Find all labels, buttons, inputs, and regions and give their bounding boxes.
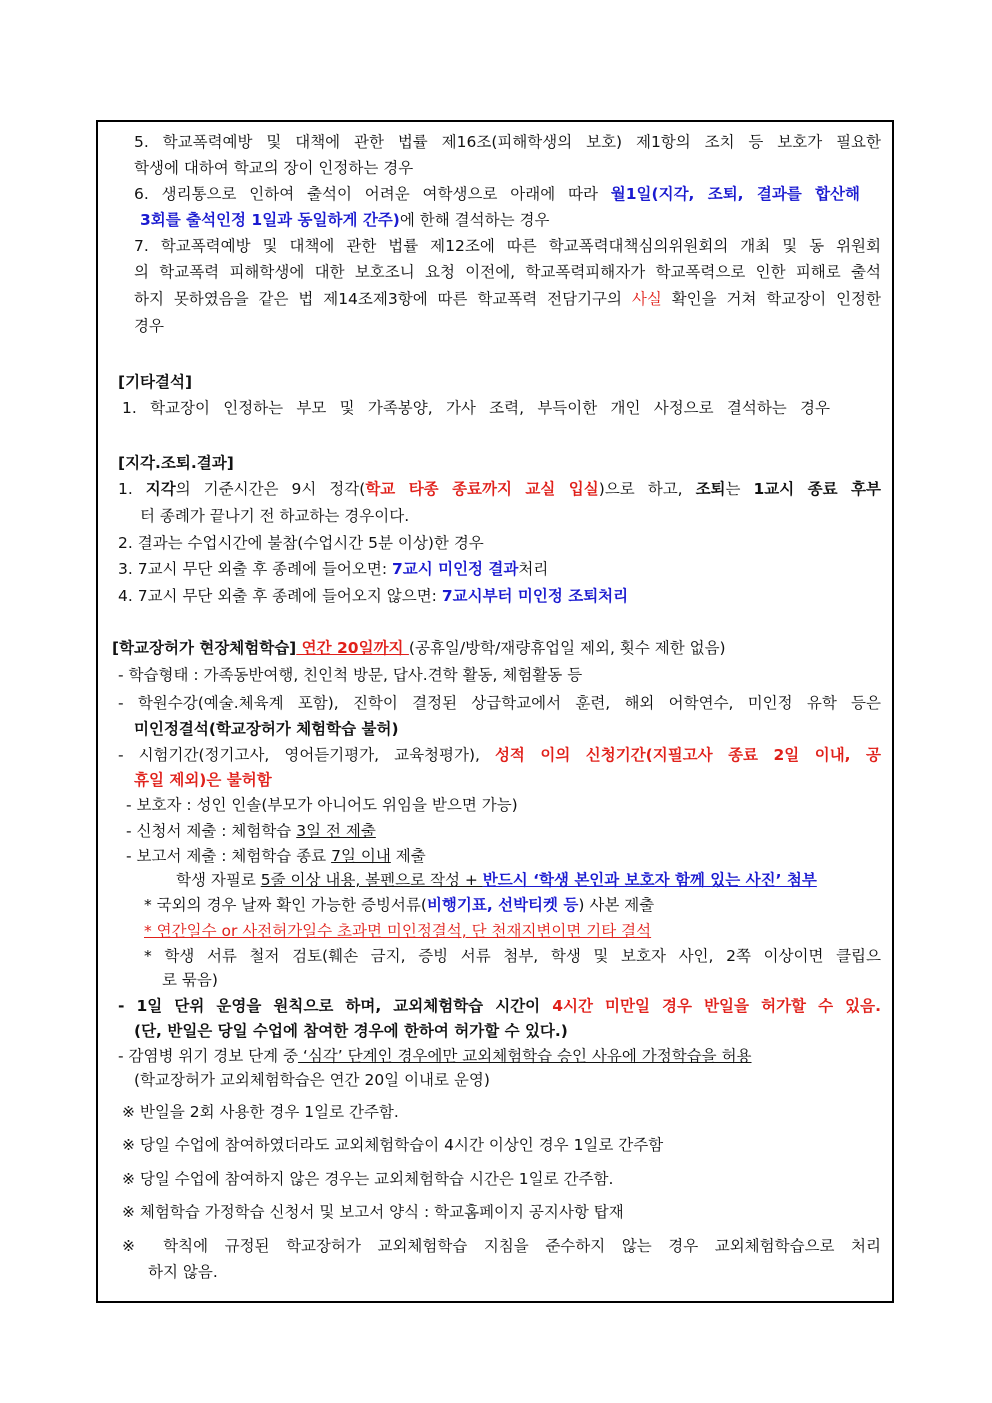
field-bullet-halfday-line-1: - 1일 단위 운영을 원칙으로 하며, 교외체험학습 시간이 4시간 미만일 경우 반일을 허가할 수 있음. [118, 997, 881, 1015]
item-7-line-4: 경우 [134, 317, 164, 335]
other-absence-item-1: 1. 학교장이 인정하는 부모 및 가족봉양, 가사 조력, 부득이한 개인 사정으로 결석하는 경우 [122, 399, 830, 417]
late-item-4: 4. 7교시 무단 외출 후 종례에 들어오지 않으면: 7교시부터 미인정 조퇴처리 [118, 587, 629, 605]
item-6-line-2: 3회를 출석인정 1일과 동일하게 간주)에 한해 결석하는 경우 [140, 211, 550, 229]
field-bullet-epidemic-line-1: - 감염병 위기 경보 단계 중 ‘심각’ 단계인 경우에만 교외체험학습 승인 사유에 가정학습을 허용 [118, 1047, 752, 1065]
late-item-1-line-2: 터 종례가 끝나기 전 하교하는 경우이다. [140, 507, 410, 525]
late-item-3: 3. 7교시 무단 외출 후 종례에 들어오면: 7교시 미인정 결과처리 [118, 560, 549, 578]
field-bullet-epidemic-line-2: (학교장허가 교외체험학습은 연간 20일 이내로 운영) [134, 1071, 490, 1089]
late-item-2: 2. 결과는 수업시간에 불참(수업시간 5분 이상)한 경우 [118, 534, 484, 552]
late-item-1-line-1: 1. 지각의 기준시간은 9시 정각(학교 타종 종료까지 교실 입실)으로 하고, 조퇴는 1교시 종료 후부 [118, 480, 881, 498]
remark-3: ※ 당일 수업에 참여하지 않은 경우는 교외체험학습 시간은 1일로 간주함. [122, 1170, 614, 1188]
other-absence-header: [기타결석] [118, 373, 193, 391]
field-bullet-academy-line-2: 미인정결석(학교장허가 체험학습 불허) [134, 720, 399, 738]
item-5-line-2: 학생에 대하여 학교의 장이 인정하는 경우 [134, 159, 414, 177]
remark-5-line-2: 하지 않음. [148, 1263, 218, 1281]
item-6-line-1: 6. 생리통으로 인하여 출석이 어려운 여학생으로 아래에 따라 월1일(지각, 조퇴, 결과를 합산해 [134, 185, 860, 203]
field-bullet-report: - 보고서 제출 : 체험학습 종료 7일 이내 제출 [126, 847, 426, 865]
item-7-line-2: 의 학교폭력 피해학생에 대한 보호조니 요청 이전에, 학교폭력피해자가 학교폭력으로 인한 피해로 출석 [134, 263, 881, 281]
field-bullet-type: - 학습형태 : 가족동반여행, 친인척 방문, 답사.견학 활동, 체험활동 등 [118, 666, 583, 684]
field-note-documents-line-2: 로 묶음) [162, 971, 218, 989]
field-bullet-halfday-line-2: (단, 반일은 당일 수업에 참여한 경우에 한하여 허가할 수 있다.) [134, 1022, 568, 1040]
item-7-line-1: 7. 학교폭력예방 및 대책에 관한 법률 제12조에 따른 학교폭력대책심의위원회의 개최 및 동 위원회 [134, 237, 881, 255]
field-bullet-exam-line-2: 휴일 제외)은 불허함 [134, 771, 272, 789]
field-note-exceeded: * 연간일수 or 사전허가일수 초과면 미인정결석, 단 천재지변이면 기타 결석 [144, 922, 652, 940]
field-note-overseas: * 국외의 경우 날짜 확인 가능한 증빙서류(비행기표, 선박티켓 등) 사본 제출 [144, 896, 655, 914]
field-report-detail: 학생 자필로 5줄 이상 내용, 볼펜으로 작성 + 반드시 ‘학생 본인과 보호자 함께 있는 사진’ 첨부 [176, 871, 817, 889]
field-bullet-exam-line-1: - 시험기간(정기고사, 영어듣기평가, 교육청평가), 성적 이의 신청기간(지필고사 종료 2일 이내, 공 [118, 746, 881, 764]
remark-4: ※ 체험학습 가정학습 신청서 및 보고서 양식 : 학교홈페이지 공지사항 탑재 [122, 1203, 624, 1221]
remark-2: ※ 당일 수업에 참여하였더라도 교외체험학습이 4시간 이상인 경우 1일로 간주함 [122, 1136, 664, 1154]
remark-5-line-1: ※ 학칙에 규정된 학교장허가 교외체험학습 지침을 준수하지 않는 경우 교외체험학습으로 처리 [122, 1237, 881, 1255]
item-5-line-1: 5. 학교폭력예방 및 대책에 관한 법률 제16조(피해학생의 보호) 제1항의 조치 등 보호가 필요한 [134, 133, 881, 151]
field-bullet-academy-line-1: - 학원수강(예술.체육계 포함), 진학이 결정된 상급학교에서 훈련, 해외 어학연수, 미인정 유학 등은 [118, 694, 881, 712]
item-7-line-3: 하지 못하였음을 같은 법 제14조제3항에 따른 학교폭력 전담기구의 사실 확인을 거쳐 학교장이 인정한 [134, 290, 881, 308]
field-bullet-application: - 신청서 제출 : 체험학습 3일 전 제출 [126, 822, 376, 840]
late-header: [지각.조퇴.결과] [118, 454, 234, 472]
remark-1: ※ 반일을 2회 사용한 경우 1일로 간주함. [122, 1103, 399, 1121]
field-trip-header: [학교장허가 현장체험학습] 연간 20일까지 (공휴일/방학/재량휴업일 제외, 횟수 제한 없음) [112, 639, 726, 657]
field-note-documents-line-1: * 학생 서류 철저 검토(훼손 금지, 증빙 서류 첨부, 학생 및 보호자 사인, 2쪽 이상이면 클립으 [144, 947, 881, 965]
field-bullet-guardian: - 보호자 : 성인 인솔(부모가 아니어도 위임을 받으면 가능) [126, 796, 518, 814]
